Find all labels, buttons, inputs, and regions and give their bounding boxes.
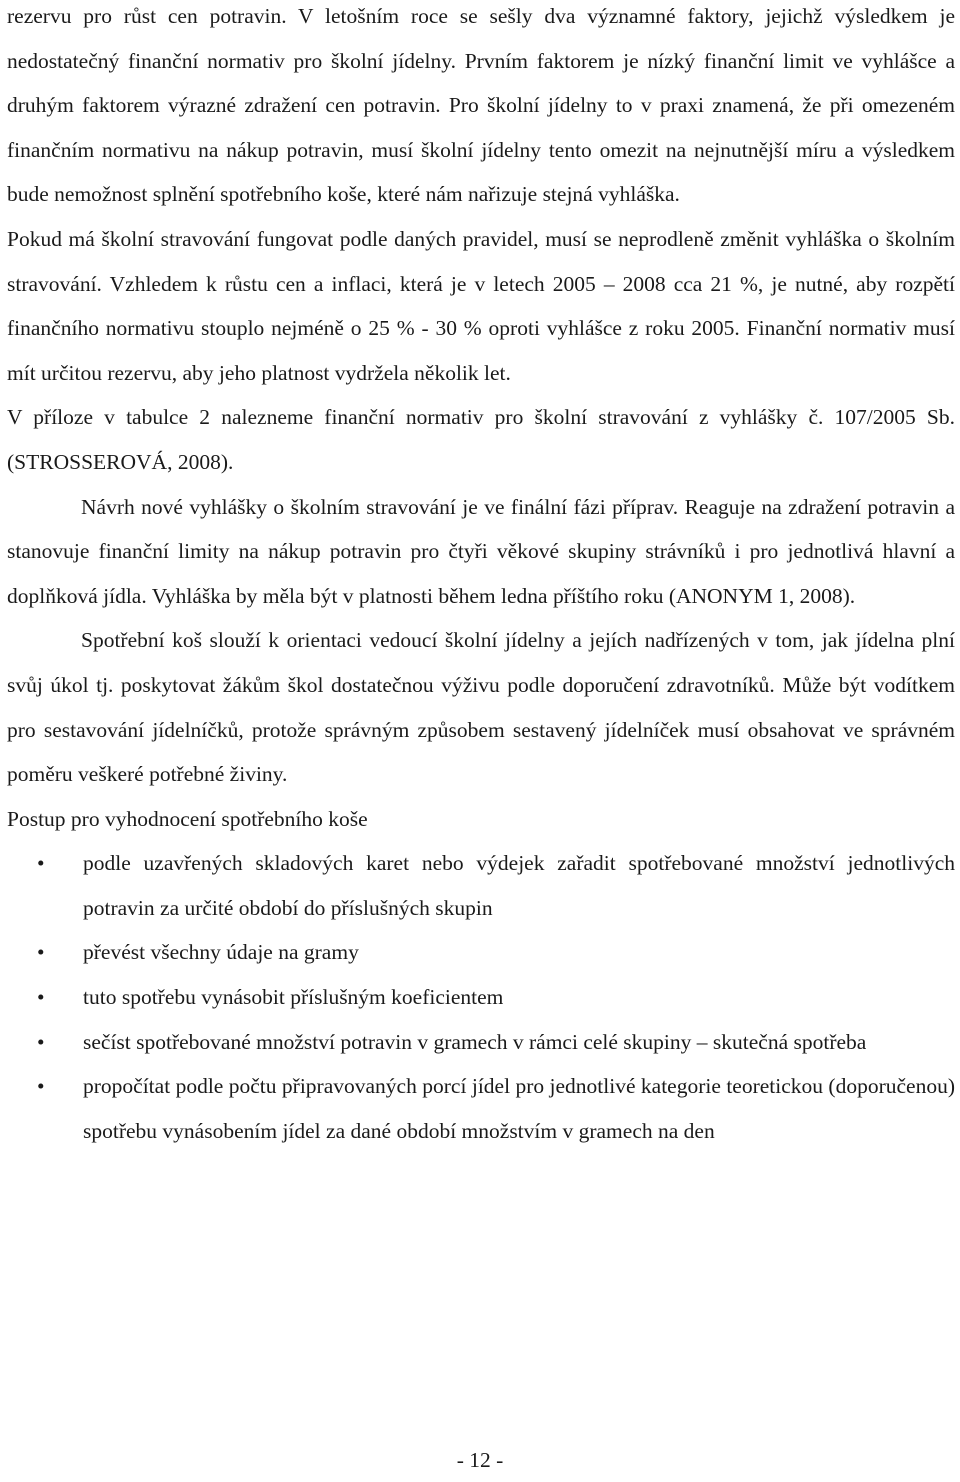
bullet-icon: • [37,985,45,1010]
bullet-icon: • [37,1029,45,1054]
paragraph-regulation-change: Pokud má školní stravování fungovat podle daných pravidel, musí se neprodleně změnit vyhláška o školním stravování. Vzhledem k růstu cen a inflaci, která je v letech 2005 – 2008 cca 21 %, je nutné, aby rozpětí finančního normativu stouplo nejméně o 25 % - 30 % oproti vyhlášce z roku 2005. Finanční normativ musí mít určitou rezervu, aby jeho platnost vydržela několik let. [7,226,955,385]
paragraph-budget-reserve: rezervu pro růst cen potravin. V letošním roce se sešly dva významné faktory, jejichž výsledkem je nedostatečný finanční normativ pro školní jídelny. Prvním faktorem je nízký finanční limit ve vyhlášce a druhým faktorem výrazné zdražení cen potravin. Pro školní jídelny to v praxi znamená, že při omezeném finančním normativu na nákup potravin, musí školní jídelny tento omezit na nejnutnější míru a výsledkem bude nemožnost splnění spotřebního koše, které nám nařizuje stejná vyhláška. [7,4,955,207]
list-item [7,841,955,930]
paragraph-consumer-basket: Spotřební koš slouží k orientaci vedoucí školní jídelny a jejích nadřízených v tom, jak jídelna plní svůj úkol tj. poskytovat žákům škol dostatečnou výživu podle doporučení zdravotníků. Může být vodítkem pro sestavování jídelníčků, protože správným způsobem sestavený jídelníček musí obsahovat ve správném poměru veškeré potřebné živiny. [7,628,955,787]
list-item-text: propočítat podle počtu připravovaných porcí jídel pro jednotlivé kategorie teoretickou (doporučenou) spotřebu vynásobením jídel za dané období množstvím v gramech na den [83,1074,955,1143]
paragraph-new-regulation: Návrh nové vyhlášky o školním stravování je ve finální fázi příprav. Reaguje na zdražení potravin a stanovuje finanční limity na nákup potravin pro čtyři věkové skupiny strávníků i pro jednotlivá hlavní a doplňková jídla. Vyhláška by měla být v platnosti během ledna příštího roku (ANONYM 1, 2008). [7,494,955,608]
paragraph-appendix-reference: V příloze v tabulce 2 nalezneme finanční normativ pro školní stravování z vyhlášky č. 107/2005 Sb. (STROSSEROVÁ, 2008). [7,405,955,474]
list-item [7,930,955,975]
list-item [7,1064,955,1153]
list-item-text: sečíst spotřebované množství potravin v gramech v rámci celé skupiny – skutečná spotřeba [83,1029,867,1054]
list-item-text: tuto spotřebu vynásobit příslušným koeficientem [83,985,504,1010]
procedure-list [7,841,955,1153]
bullet-icon: • [37,1074,45,1099]
page-number: - 12 - [456,1448,504,1472]
procedure-heading: Postup pro vyhodnocení spotřebního koše [7,806,368,831]
bullet-icon: • [37,851,45,876]
list-item [7,975,955,1020]
list-item-text: převést všechny údaje na gramy [83,940,359,965]
page-body [7,0,955,1153]
bullet-icon: • [37,940,45,965]
list-item [7,1020,955,1065]
list-item-text: podle uzavřených skladových karet nebo výdejek zařadit spotřebované množství jednotlivých potravin za určité období do příslušných skupin [83,851,955,920]
